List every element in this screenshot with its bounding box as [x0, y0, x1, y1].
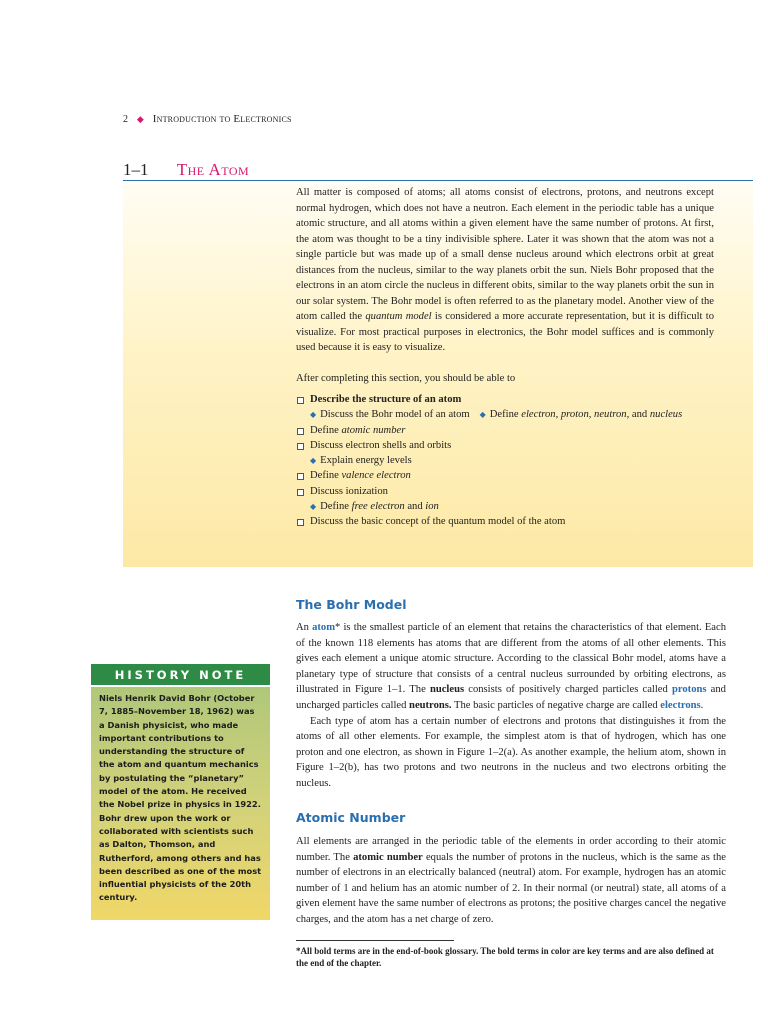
atomic-number-paragraph: All elements are arranged in the periodic table of the elements in order according to their atomic number. The atomic number equals the number of protons in the nucleus, which is the same as the number of electrons in an electrically balanced (neutral) atom. For example, hydrogen has an atomic number of 1 and helium has an atomic number of 2. In their normal (or neutral) state, all atoms of a given element have the same number of electrons as protons; the positive charges cancel the negative charges, and the atom has a net charge of zero.	[296, 836, 726, 925]
history-note-header: HISTORY NOTE	[91, 664, 270, 687]
atomic-number-body	[296, 834, 726, 928]
objective-subitem: ◆ Explain energy levels	[310, 455, 412, 467]
section-name: The Atom	[176, 160, 250, 179]
history-note-box	[91, 664, 270, 920]
bohr-paragraph-1: An atom* is the smallest particle of an element that retains the characteristics of that element. Each of the known 118 elements has atoms that are different from the atoms of all other elements. This gives each element a unique atomic structure. According to the classical Bohr model, atoms have a planetary type of structure that consists of a central nucleus surrounded by orbiting electrons, as illustrated in Figure 1–1. The nucleus consists of positively charged particles called protons and uncharged particles called neutrons. The basic particles of negative charge are called electrons.	[296, 622, 726, 711]
objective-subitem: ◆ Discuss the Bohr model of an atom ◆ Define electron, proton, neutron, and nucleus	[310, 409, 683, 421]
heading-bohr-model: The Bohr Model	[296, 597, 407, 612]
intro-paragraph: All matter is composed of atoms; all atoms consist of electrons, protons, and neutrons except normal hydrogen, which does not have a neutron. Each element in the periodic table has a unique atomic structure, and all atoms within a given element have the same number of protons. At first, the atom was thought to be a tiny indivisible sphere. Later it was shown that the atom was not a single particle but was made up of a small dense nucleus around which electrons orbit at great distances from the nucleus, similar to the way planets orbit the sun. Niels Bohr proposed that the electrons in an atom circle the nucleus in different obits, similar to the way planets orbit the sun in our solar system. The Bohr model is often referred to as the planetary model. Another view of the atom called the quantum model is considered a more accurate representation, but it is difficult to visualize. For most practical purposes in electronics, the Bohr model suffices and is commonly used because it is easy to visualize.	[296, 187, 715, 353]
objective-item: Define valence electron	[296, 468, 716, 483]
bohr-model-body	[296, 620, 726, 792]
bohr-paragraph-2: Each type of atom has a certain number of electrons and protons that distinguishes it from the atoms of all other elements. For example, the simplest atom is that of hydrogen, which has one proton and one electron, as shown in Figure 1–2(a). As another example, the helium atom, shown in Figure 1–2(b), has two protons and two neutrons in the nucleus and two electrons orbiting the nucleus.	[296, 715, 726, 789]
history-note-text: Niels Henrik David Bohr (October 7, 1885–November 18, 1962) was a Danish physicist, who made important contributions to understanding the structure of the atom and quantum mechanics by postulating the “planetary” model of the atom. He received the Nobel prize in physics in 1922. Bohr drew upon the work or collaborated with scientists such as Dalton, Thomson, and Rutherford, among others and has been described as one of the most influential physicists of the 20th century.	[99, 693, 262, 903]
footnote: *All bold terms are in the end-of-book glossary. The bold terms in color are key terms and are also defined at the end of the chapter.	[296, 946, 714, 968]
diamond-separator-icon: ◆	[136, 114, 145, 124]
section-number: 1–1	[123, 160, 149, 179]
objective-item: Discuss the basic concept of the quantum model of the atom	[296, 514, 716, 529]
running-head	[123, 113, 292, 125]
objectives-list	[296, 392, 716, 530]
section-intro	[296, 185, 714, 356]
section-title	[123, 160, 753, 181]
heading-atomic-number: Atomic Number	[296, 810, 406, 825]
objective-item: Describe the structure of an atom	[296, 392, 716, 407]
chapter-title: Introduction to Electronics	[152, 113, 292, 125]
objectives-lead-in: After completing this section, you should be able to	[296, 373, 516, 384]
objective-subitem: ◆ Define free electron and ion	[310, 501, 439, 513]
objective-item: Discuss ionization	[296, 484, 716, 499]
objective-item: Define atomic number	[296, 423, 716, 438]
footnote-rule	[296, 940, 454, 941]
page-number: 2	[123, 114, 129, 125]
objective-item: Discuss electron shells and orbits	[296, 438, 716, 453]
